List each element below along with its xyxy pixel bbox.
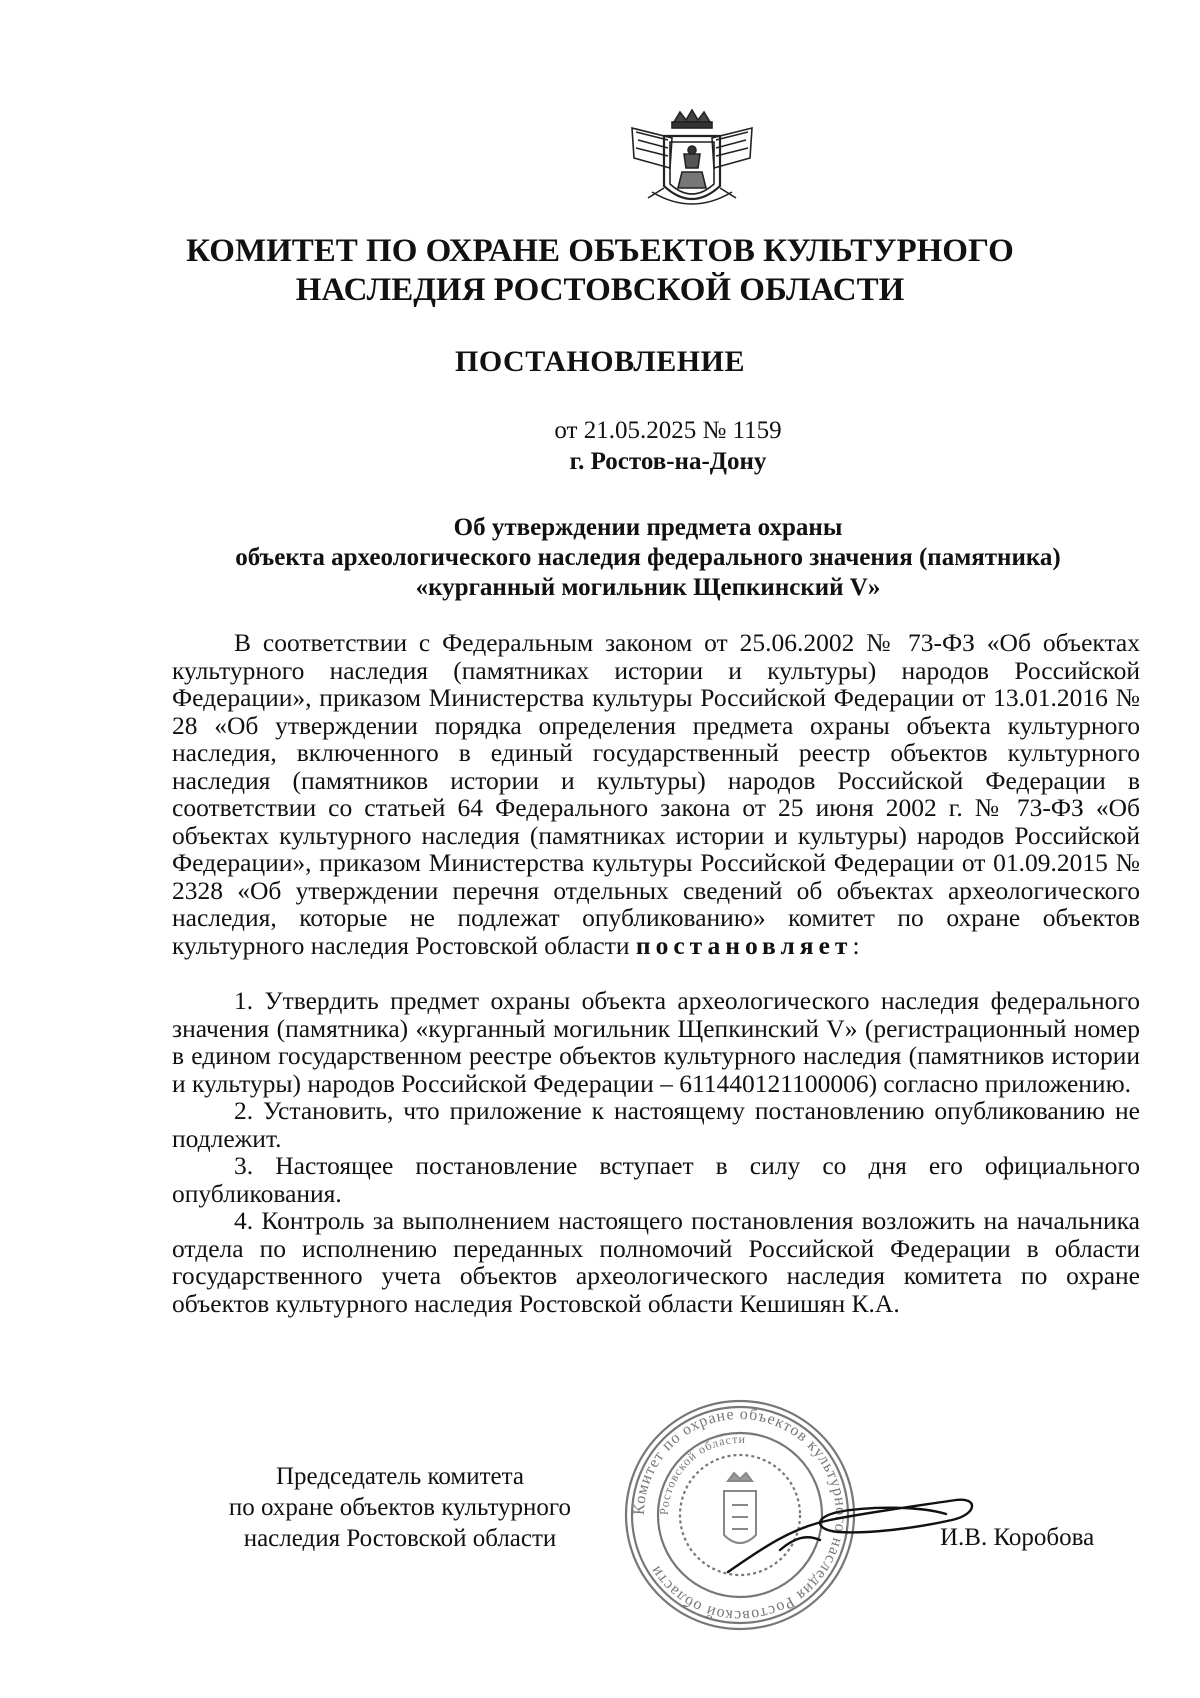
resolves-word: постановляет [635, 930, 853, 960]
document-date-number: от 21.05.2025 № 1159 [554, 417, 782, 444]
item-1: 1. Утвердить предмет охраны объекта археологического наследия федерального значения (памятника) «курганный могильник Щепкинский V» (регистрационный номер в едином государственном реестре объектов культурного наследия (памятников истории и культуры) народов Российской Федерации – 611440121100006) согласно приложению. [172, 986, 1140, 1098]
signatory-name: И.В. Коробова [940, 1524, 1095, 1551]
signatory-title [190, 1461, 610, 1554]
subject-line-3: «курганный могильник Щепкинский V» [415, 574, 881, 601]
coat-of-arms-emblem [612, 108, 772, 216]
preamble-colon: : [852, 930, 860, 960]
item-3: 3. Настоящее постановление вступает в силу со дня его официального опубликования. [172, 1151, 1140, 1208]
subject-line-2: объекта археологического наследия федерального значения (памятника) [235, 544, 1061, 571]
organization-name [180, 232, 1020, 310]
item-4: 4. Контроль за выполнением настоящего постановления возложить на начальника отдела по исполнению переданных полномочий Российской Федерации в области государственного учета объектов археологического наследия комитета по охране объектов культурного наследия Ростовской области Кешишян К.А. [172, 1206, 1140, 1318]
document-place: г. Ростов-на-Дону [569, 448, 767, 475]
stamp-outer-text: Комитет по охране объектов культурного наследия Ростовской области [630, 1405, 850, 1625]
preamble-paragraph [172, 629, 1140, 959]
signatory-title-line-3: наследия Ростовской области [243, 1525, 557, 1552]
document-body [172, 629, 1140, 1317]
stamp-inner-text: Ростовской области [656, 1431, 747, 1516]
signatory-title-line-2: по охране объектов культурного [228, 1494, 572, 1521]
org-name-line-2: НАСЛЕДИЯ РОСТОВСКОЙ ОБЛАСТИ [295, 272, 905, 308]
item-2: 2. Установить, что приложение к настоящему постановлению опубликованию не подлежит. [172, 1096, 1140, 1153]
subject-line-1: Об утверждении предмета охраны [453, 514, 843, 541]
preamble-text: В соответствии с Федеральным законом от 25.06.2002 № 73-ФЗ «Об объектах культурного наследия (памятниках истории и культуры) народов Российской Федерации», приказом Министерства культуры Российской Федерации от 13.01.2016 № 28 «Об утверждении порядка определения предмета охраны объекта культурного наследия, включенного в единый государственный реестр объектов культурного наследия (памятников истории и культуры) народов Российской Федерации в соответствии со статьей 64 Федерального закона от 25 июня 2002 г. № 73-ФЗ «Об объектах культурного наследия (памятниках истории и культуры) народов Российской Федерации», приказом Министерства культуры Российской Федерации от 01.09.2015 № 2328 «Об утверждении перечня отдельных сведений об объектах археологического наследия, которые не подлежат опубликованию» комитет по охране объектов культурного наследия Ростовской области [172, 628, 1140, 960]
document-subject [160, 513, 1136, 603]
document-type: ПОСТАНОВЛЕНИЕ [455, 345, 745, 378]
signatory-title-line-1: Председатель комитета [276, 1463, 524, 1490]
org-name-line-1: КОМИТЕТ ПО ОХРАНЕ ОБЪЕКТОВ КУЛЬТУРНОГО [186, 233, 1014, 269]
